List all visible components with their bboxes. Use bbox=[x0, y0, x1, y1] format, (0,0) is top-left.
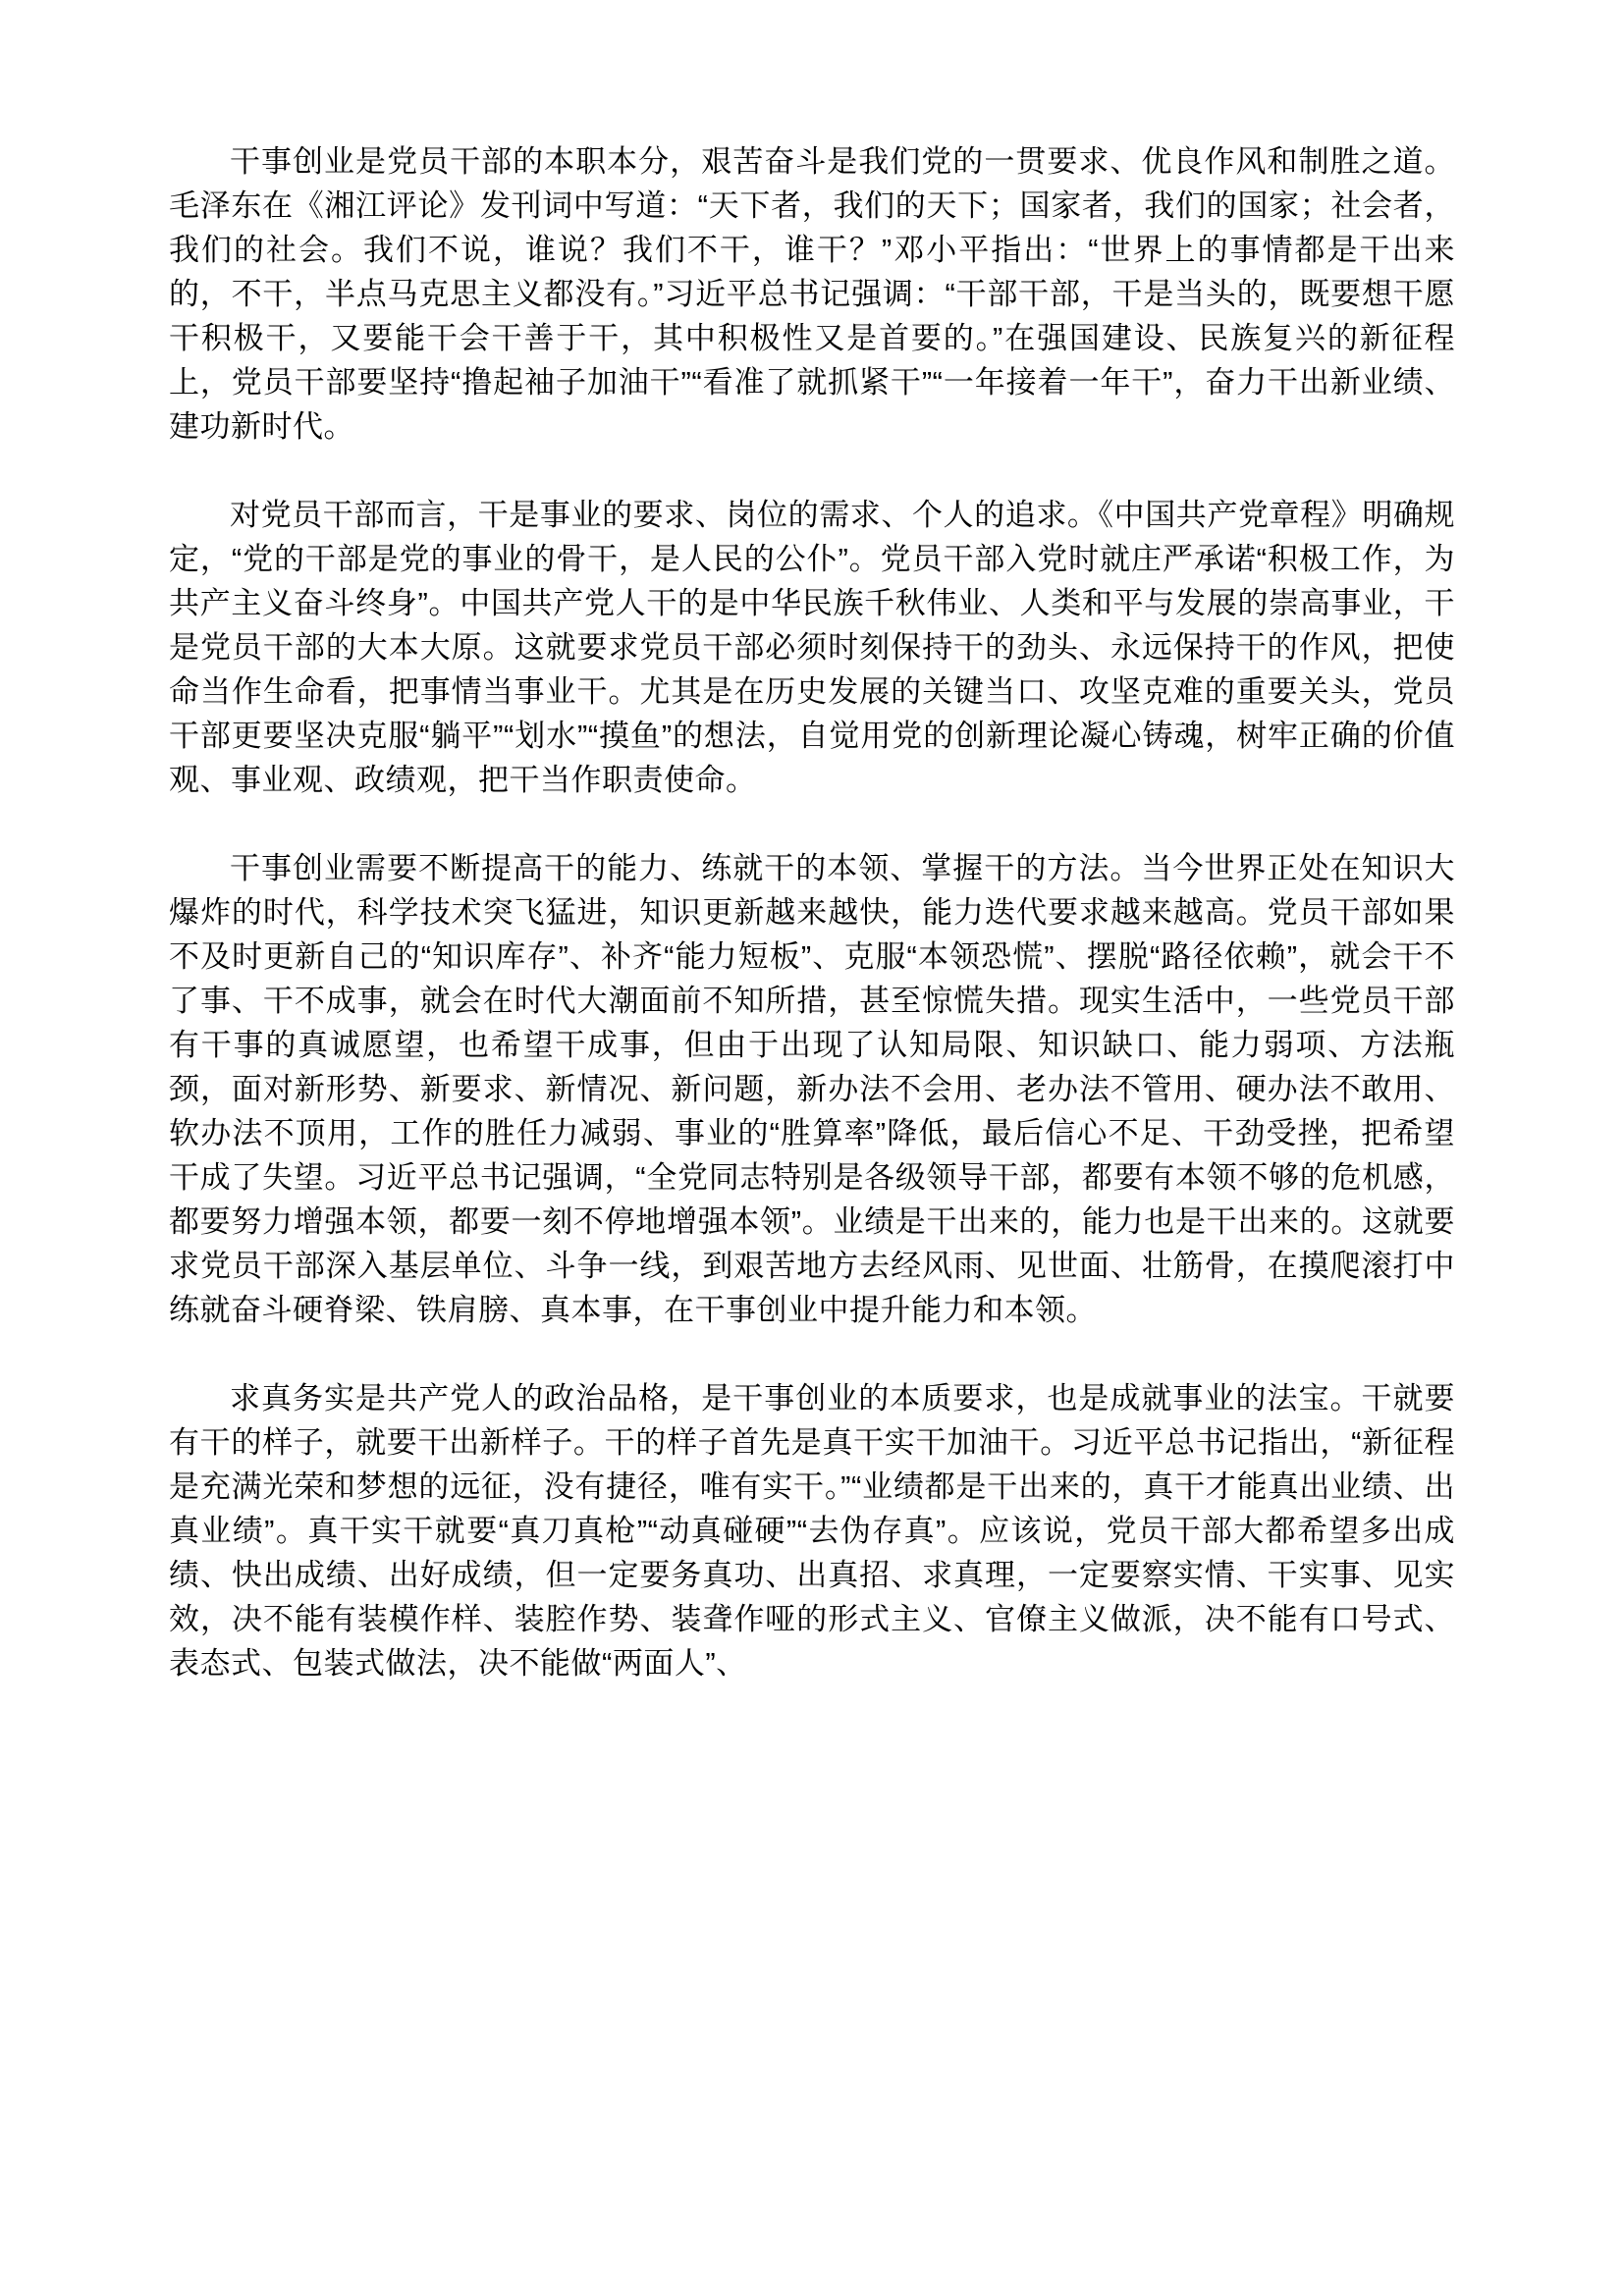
paragraph-1: 干事创业是党员干部的本职本分，艰苦奋斗是我们党的一贯要求、优良作风和制胜之道。毛泽东在《湘江评论》发刊词中写道：“天下者，我们的天下；国家者，我们的国家；社会者，我们的社会。我们不说，谁说？我们不干，谁干？”邓小平指出：“世界上的事情都是干出来的，不干，半点马克思主义都没有。”习近平总书记强调：“干部干部，干是当头的，既要想干愿干积极干，又要能干会干善于干，其中积极性又是首要的。”在强国建设、民族复兴的新征程上，党员干部要坚持“撸起袖子加油干”“看准了就抓紧干”“一年接着一年干”，奋力干出新业绩、建功新时代。 bbox=[169, 144, 1455, 444]
paragraph-2: 对党员干部而言，干是事业的要求、岗位的需求、个人的追求。《中国共产党章程》明确规定，“党的干部是党的事业的骨干，是人民的公仆”。党员干部入党时就庄严承诺“积极工作，为共产主义奋斗终身”。中国共产党人干的是中华民族千秋伟业、人类和平与发展的崇高事业，干是党员干部的大本大原。这就要求党员干部必须时刻保持干的劲头、永远保持干的作风，把使命当作生命看，把事情当事业干。尤其是在历史发展的关键当口、攻坚克难的重要关头，党员干部更要坚决克服“躺平”“划水”“摸鱼”的想法，自觉用党的创新理论凝心铸魂，树牢正确的价值观、事业观、政绩观，把干当作职责使命。 bbox=[169, 498, 1455, 797]
paragraph-4: 求真务实是共产党人的政治品格，是干事创业的本质要求，也是成就事业的法宝。干就要有干的样子，就要干出新样子。干的样子首先是真干实干加油干。习近平总书记指出，“新征程是充满光荣和梦想的远征，没有捷径，唯有实干。”“业绩都是干出来的，真干才能真出业绩、出真业绩”。真干实干就要“真刀真枪”“动真碰硬”“去伪存真”。应该说，党员干部大都希望多出成绩、快出成绩、出好成绩，但一定要务真功、出真招、求真理，一定要察实情、干实事、见实效，决不能有装模作样、装腔作势、装聋作哑的形式主义、官僚主义做派，决不能有口号式、表态式、包装式做法，决不能做“两面人”、 bbox=[169, 1381, 1455, 1681]
paragraph-3: 干事创业需要不断提高干的能力、练就干的本领、掌握干的方法。当今世界正处在知识大爆炸的时代，科学技术突飞猛进，知识更新越来越快，能力迭代要求越来越高。党员干部如果不及时更新自己的“知识库存”、补齐“能力短板”、克服“本领恐慌”、摆脱“路径依赖”，就会干不了事、干不成事，就会在时代大潮面前不知所措，甚至惊慌失措。现实生活中，一些党员干部有干事的真诚愿望，也希望干成事，但由于出现了认知局限、知识缺口、能力弱项、方法瓶颈，面对新形势、新要求、新情况、新问题，新办法不会用、老办法不管用、硬办法不敢用、软办法不顶用，工作的胜任力减弱、事业的“胜算率”降低，最后信心不足、干劲受挫，把希望干成了失望。习近平总书记强调，“全党同志特别是各级领导干部，都要有本领不够的危机感，都要努力增强本领，都要一刻不停地增强本领”。业绩是干出来的，能力也是干出来的。这就要求党员干部深入基层单位、斗争一线，到艰苦地方去经风雨、见世面、壮筋骨，在摸爬滚打中练就奋斗硬脊梁、铁肩膀、真本事，在干事创业中提升能力和本领。 bbox=[169, 851, 1455, 1327]
